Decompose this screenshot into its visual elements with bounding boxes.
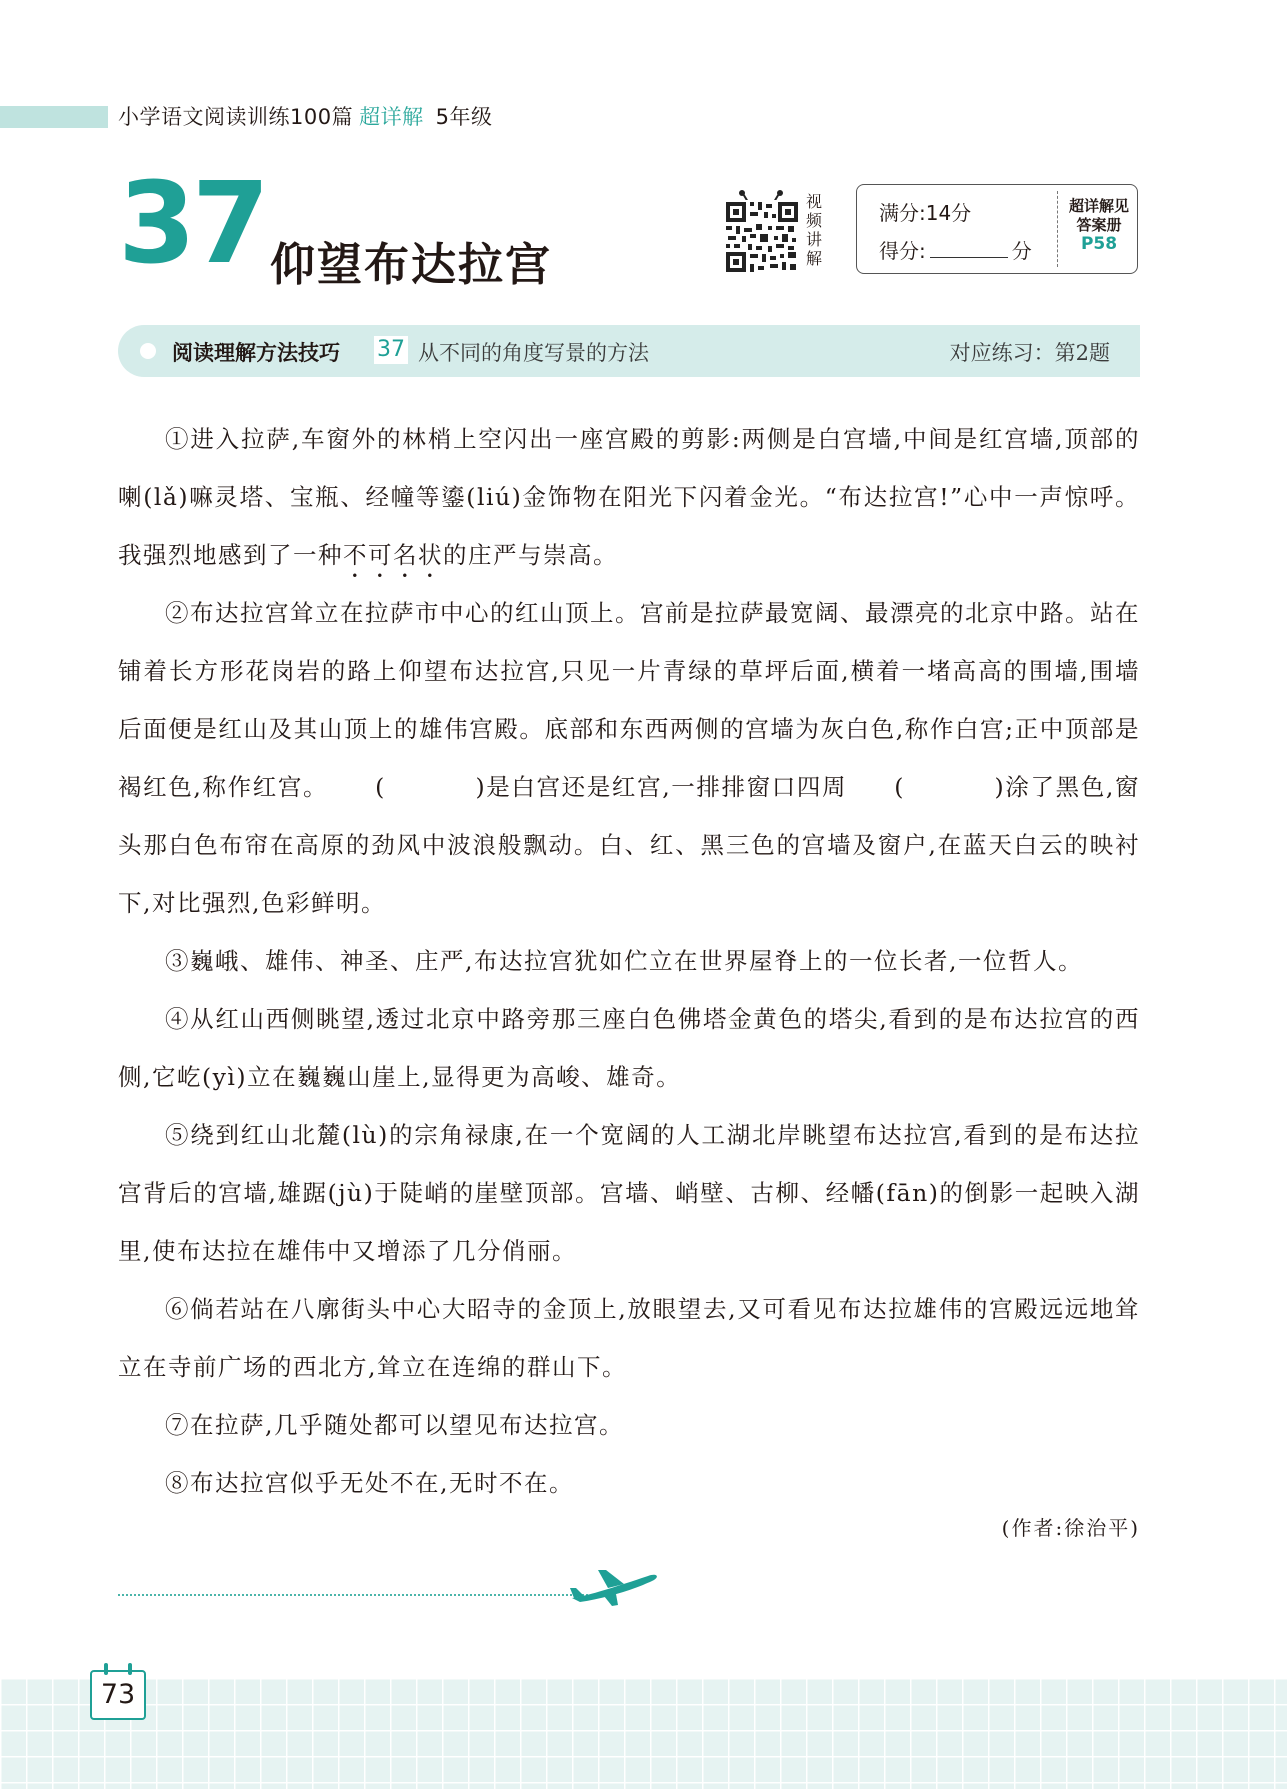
paragraph-2 (118, 584, 1140, 932)
method-label: 阅读理解方法技巧 (172, 341, 340, 365)
answer-page: P58 (1080, 234, 1118, 254)
lesson-number: 37 (118, 159, 266, 289)
method-practice: 对应练习：第2题 (949, 341, 1110, 365)
flight-path-line (118, 1594, 588, 1596)
lesson-title: 仰望布达拉宫 (270, 238, 553, 291)
emphasis-phrase: 不可名状 (343, 541, 443, 569)
running-header (118, 101, 492, 131)
paragraph-1-text-end: 的庄严与崇高。 (443, 541, 618, 569)
calendar-ring (104, 1663, 108, 1675)
fill-blank-2[interactable]: ( ) (894, 773, 1006, 801)
fill-blank-1[interactable]: ( ) (375, 773, 487, 801)
paragraph-8: ⑧布达拉宫似乎无处不在,无时不在。 (165, 1469, 574, 1497)
paragraph-4: ④从红山西侧眺望,透过北京中路旁那三座白色佛塔金黄色的塔尖,看到的是布达拉宫的西侧,它屹(yì)立在巍巍山崖上,显得更为高峻、雄奇。 (118, 1005, 1140, 1091)
score-full: 满分:14分 (879, 201, 972, 225)
header-accent-bar (0, 106, 108, 128)
book-highlight: 超详解 (359, 105, 424, 129)
calendar-ring (128, 1663, 132, 1675)
author-credit: (作者:徐治平) (1001, 1516, 1140, 1540)
paragraph-3: ③巍峨、雄伟、神圣、庄严,布达拉宫犹如伫立在世界屋脊上的一位长者,一位哲人。 (165, 947, 1083, 975)
score-got-unit: 分 (1011, 239, 1032, 263)
score-box (856, 184, 1138, 274)
method-number: 37 (374, 336, 408, 364)
page-number: 73 (100, 1679, 136, 1710)
book-grade: 5年级 (435, 105, 493, 129)
article-body (118, 410, 1140, 1512)
airplane-icon (568, 1562, 660, 1606)
score-blank[interactable] (930, 239, 1008, 258)
paragraph-7: ⑦在拉萨,几乎随处都可以望见布达拉宫。 (165, 1411, 624, 1439)
method-banner (118, 325, 1140, 377)
qr-label: 视频讲解 (806, 192, 823, 268)
footer-grid (0, 1678, 1287, 1789)
paragraph-1-text: ①进入拉萨,车窗外的林梢上空闪出一座宫殿的剪影:两侧是白宫墙,中间是红宫墙,顶部的喇(lǎ)嘛灵塔、宝瓶、经幢等鎏(liú)金饰物在阳光下闪着金光。“布达拉宫!”心中一声惊呼。我强烈地感到了一种 (118, 425, 1140, 569)
answer-reference (1061, 197, 1137, 254)
answer-line2: 答案册 (1076, 216, 1122, 234)
paragraph-5: ⑤绕到红山北麓(lù)的宗角禄康,在一个宽阔的人工湖北岸眺望布达拉宫,看到的是布达拉宫背后的宫墙,雄踞(jù)于陡峭的崖壁顶部。宫墙、峭壁、古柳、经幡(fān)的倒影一起映入湖里,使布达拉在雄伟中又增添了几分俏丽。 (118, 1121, 1140, 1265)
score-divider (1057, 191, 1058, 267)
paragraph-6: ⑥倘若站在八廓街头中心大昭寺的金顶上,放眼望去,又可看见布达拉雄伟的宫殿远远地耸立在寺前广场的西北方,耸立在连绵的群山下。 (118, 1295, 1140, 1381)
qr-code-icon[interactable] (724, 190, 800, 274)
paragraph-2-text: ②布达拉宫耸立在拉萨市中心的红山顶上。宫前是拉萨最宽阔、最漂亮的北京中路。站在铺着长方形花岗岩的路上仰望布达拉宫,只见一片青绿的草坪后面,横着一堵高高的围墙,围墙后面便是红山及其山顶上的雄伟宫殿。底部和东西两侧的宫墙为灰白色,称作白宫;正中顶部是褐红色,称作红宫。 (118, 599, 1140, 801)
book-title: 小学语文阅读训练100篇 (118, 105, 354, 129)
paragraph-2-text-mid: 是白宫还是红宫,一排排窗口四周 (486, 773, 848, 801)
paragraph-2-text-end: 涂了黑色,窗头那白色布帘在高原的劲风中波浪般飘动。白、红、黑三色的宫墙及窗户,在蓝天白云的映衬下,对比强烈,色彩鲜明。 (118, 773, 1140, 917)
answer-line1: 超详解见 (1068, 197, 1129, 215)
method-description: 从不同的角度写景的方法 (418, 341, 649, 365)
banner-dot (140, 343, 156, 359)
score-got (879, 235, 1032, 264)
score-got-label: 得分: (879, 239, 926, 263)
calendar-icon (90, 1670, 146, 1720)
paragraph-1 (118, 410, 1140, 584)
